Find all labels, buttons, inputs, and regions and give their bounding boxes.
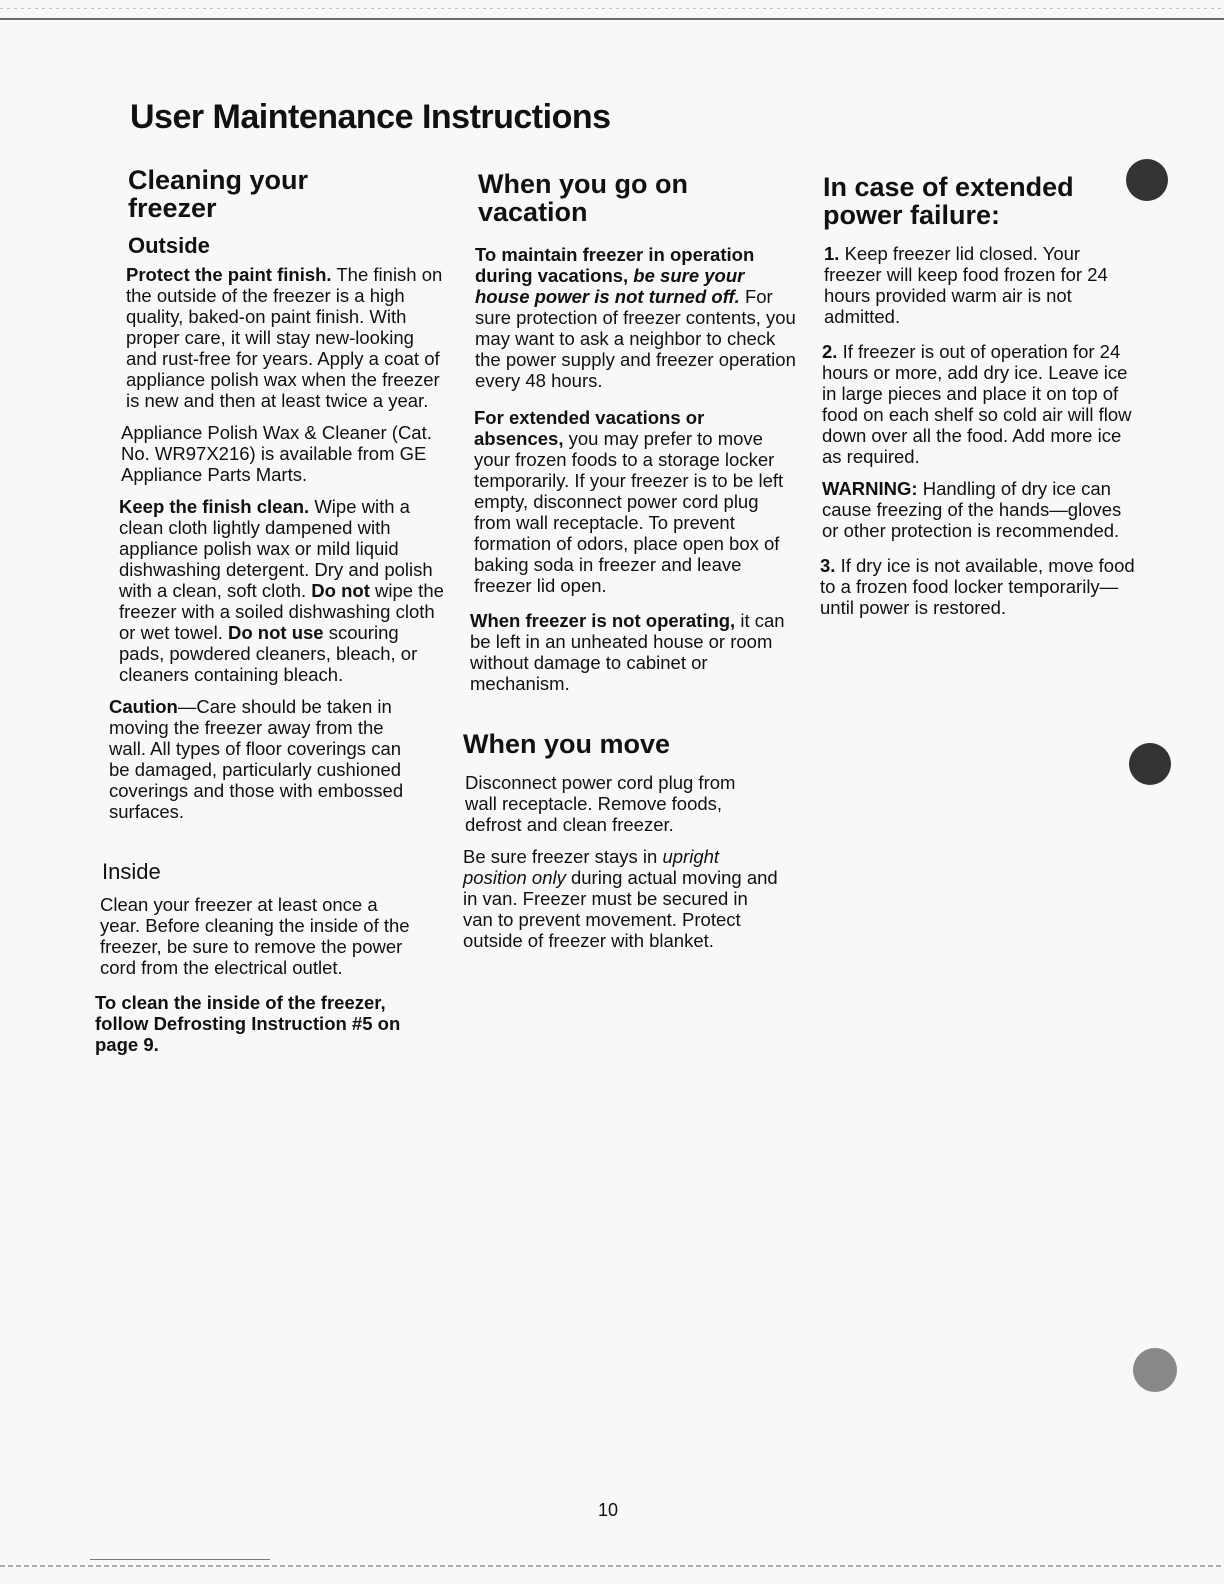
bold-italic-text: be sure your house power is not turned off.: [475, 265, 745, 307]
paragraph-text: The finish on the outside of the freezer is a high quality, baked-on paint finish. With proper care, it will stay new-looking and rust-free for years. Apply a coat of appliance polish wax when the freezer is new and then at least twice a year.: [126, 264, 443, 411]
bold-lead: Protect the paint finish.: [126, 264, 332, 285]
paragraph-text: Handling of dry ice can cause freezing of the hands—gloves or other protection is recommended.: [822, 478, 1122, 541]
section-heading-power-failure: In case of extended power failure:: [823, 172, 1074, 230]
bold-text: Do not: [311, 580, 370, 601]
column-vacation: [463, 170, 798, 962]
bold-lead: To maintain freezer in operation during vacations,: [475, 244, 755, 286]
binder-hole-icon: [1129, 743, 1171, 785]
list-item-frozen-locker: [820, 555, 1135, 618]
paragraph-text: —Care should be taken in moving the freezer away from the wall. All types of floor coverings can be damaged, particularly cushioned coverings and those with embossed surfaces.: [109, 696, 404, 822]
scan-edge-bottom: [0, 1565, 1224, 1567]
paragraph-inside: Clean your freezer at least once a year. Before cleaning the inside of the freezer, be sure to remove the power cord from the electrical outlet.: [100, 894, 410, 978]
binder-hole-icon: [1133, 1348, 1177, 1392]
paragraph-extended-vacations: [474, 407, 798, 596]
paragraph-text: scouring pads, powdered cleaners, bleach, or cleaners containing bleach.: [119, 622, 418, 685]
paragraph-text: it can be left in an unheated house or room without damage to cabinet or mechanism.: [470, 610, 785, 694]
bold-lead: Caution: [109, 696, 178, 717]
section-heading-move: When you move: [463, 729, 671, 759]
scan-edge-top-dotted: [0, 8, 1224, 9]
paragraph-text: If freezer is out of operation for 24 hours or more, add dry ice. Leave ice in large pieces and place it on top of food on each shelf so cold air will flow down over all the food. Add more ice as required.: [822, 341, 1132, 467]
bold-lead: When freezer is not operating,: [470, 610, 736, 631]
scan-edge-bottom-line: [90, 1559, 270, 1560]
list-item-add-dry-ice: [822, 341, 1140, 467]
paragraph-caution: [109, 696, 409, 822]
paragraph-paint-finish: [126, 264, 445, 411]
bold-lead: For extended vacations or absences,: [474, 407, 705, 449]
paragraph-maintain-operation: [475, 244, 798, 391]
paragraph-not-operating: [470, 610, 798, 694]
paragraph-defrost-reference: To clean the inside of the freezer, follow Defrosting Instruction #5 on page 9.: [95, 992, 401, 1055]
paragraph-text: If dry ice is not available, move food to a frozen food locker temporarily—until power is restored.: [820, 555, 1135, 618]
paragraph-warning: [822, 478, 1137, 541]
italic-text: upright position only: [463, 846, 720, 888]
paragraph-keep-clean: [119, 496, 445, 685]
paragraph-text: Be sure freezer stays in: [463, 846, 663, 867]
paragraph-text: For sure protection of freezer contents, you may want to ask a neighbor to check the power supply and freezer operation every 48 hours.: [475, 286, 796, 391]
subheading-outside: Outside: [128, 233, 210, 258]
page-title: User Maintenance Instructions: [130, 98, 611, 136]
column-power-failure: [820, 173, 1140, 629]
list-item-keep-lid-closed: [824, 243, 1124, 327]
subheading-inside: Inside: [102, 859, 161, 884]
paragraph-text: Wipe with a clean cloth lightly dampened with appliance polish wax or mild liquid dishwashing detergent. Dry and polish with a clean, soft cloth.: [119, 496, 433, 601]
bold-text: Do not use: [228, 622, 324, 643]
list-number: 2.: [822, 341, 838, 362]
paragraph-text: you may prefer to move your frozen foods to a storage locker temporarily. If your freezer is to be left empty, disconnect power cord plug from wall receptacle. To prevent formation of odors, place open box of baking soda in freezer and leave freezer lid open.: [474, 428, 784, 596]
paragraph-text: Keep freezer lid closed. Your freezer will keep food frozen for 24 hours provided warm air is not admitted.: [824, 243, 1108, 327]
list-number: 3.: [820, 555, 836, 576]
column-cleaning: [95, 165, 445, 1066]
paragraph-move-disconnect: Disconnect power cord plug from wall receptacle. Remove foods, defrost and clean freezer.: [465, 772, 736, 835]
section-heading-cleaning: Cleaning your freezer: [128, 165, 309, 223]
list-number: 1.: [824, 243, 840, 264]
paragraph-move-upright: [463, 846, 778, 951]
warning-label: WARNING:: [822, 478, 918, 499]
page-number: 10: [598, 1500, 619, 1520]
bold-lead: Keep the finish clean.: [119, 496, 310, 517]
scan-edge-top: [0, 18, 1224, 20]
paragraph-polish-wax: Appliance Polish Wax & Cleaner (Cat. No. WR97X216) is available from GE Appliance Parts Marts.: [121, 422, 432, 485]
paragraph-text: wipe the freezer with a soiled dishwashing cloth or wet towel.: [119, 580, 444, 643]
paragraph-text: during actual moving and in van. Freezer must be secured in van to prevent movement. Protect outside of freezer with blanket.: [463, 867, 778, 951]
section-heading-vacation: When you go on vacation: [478, 169, 688, 227]
